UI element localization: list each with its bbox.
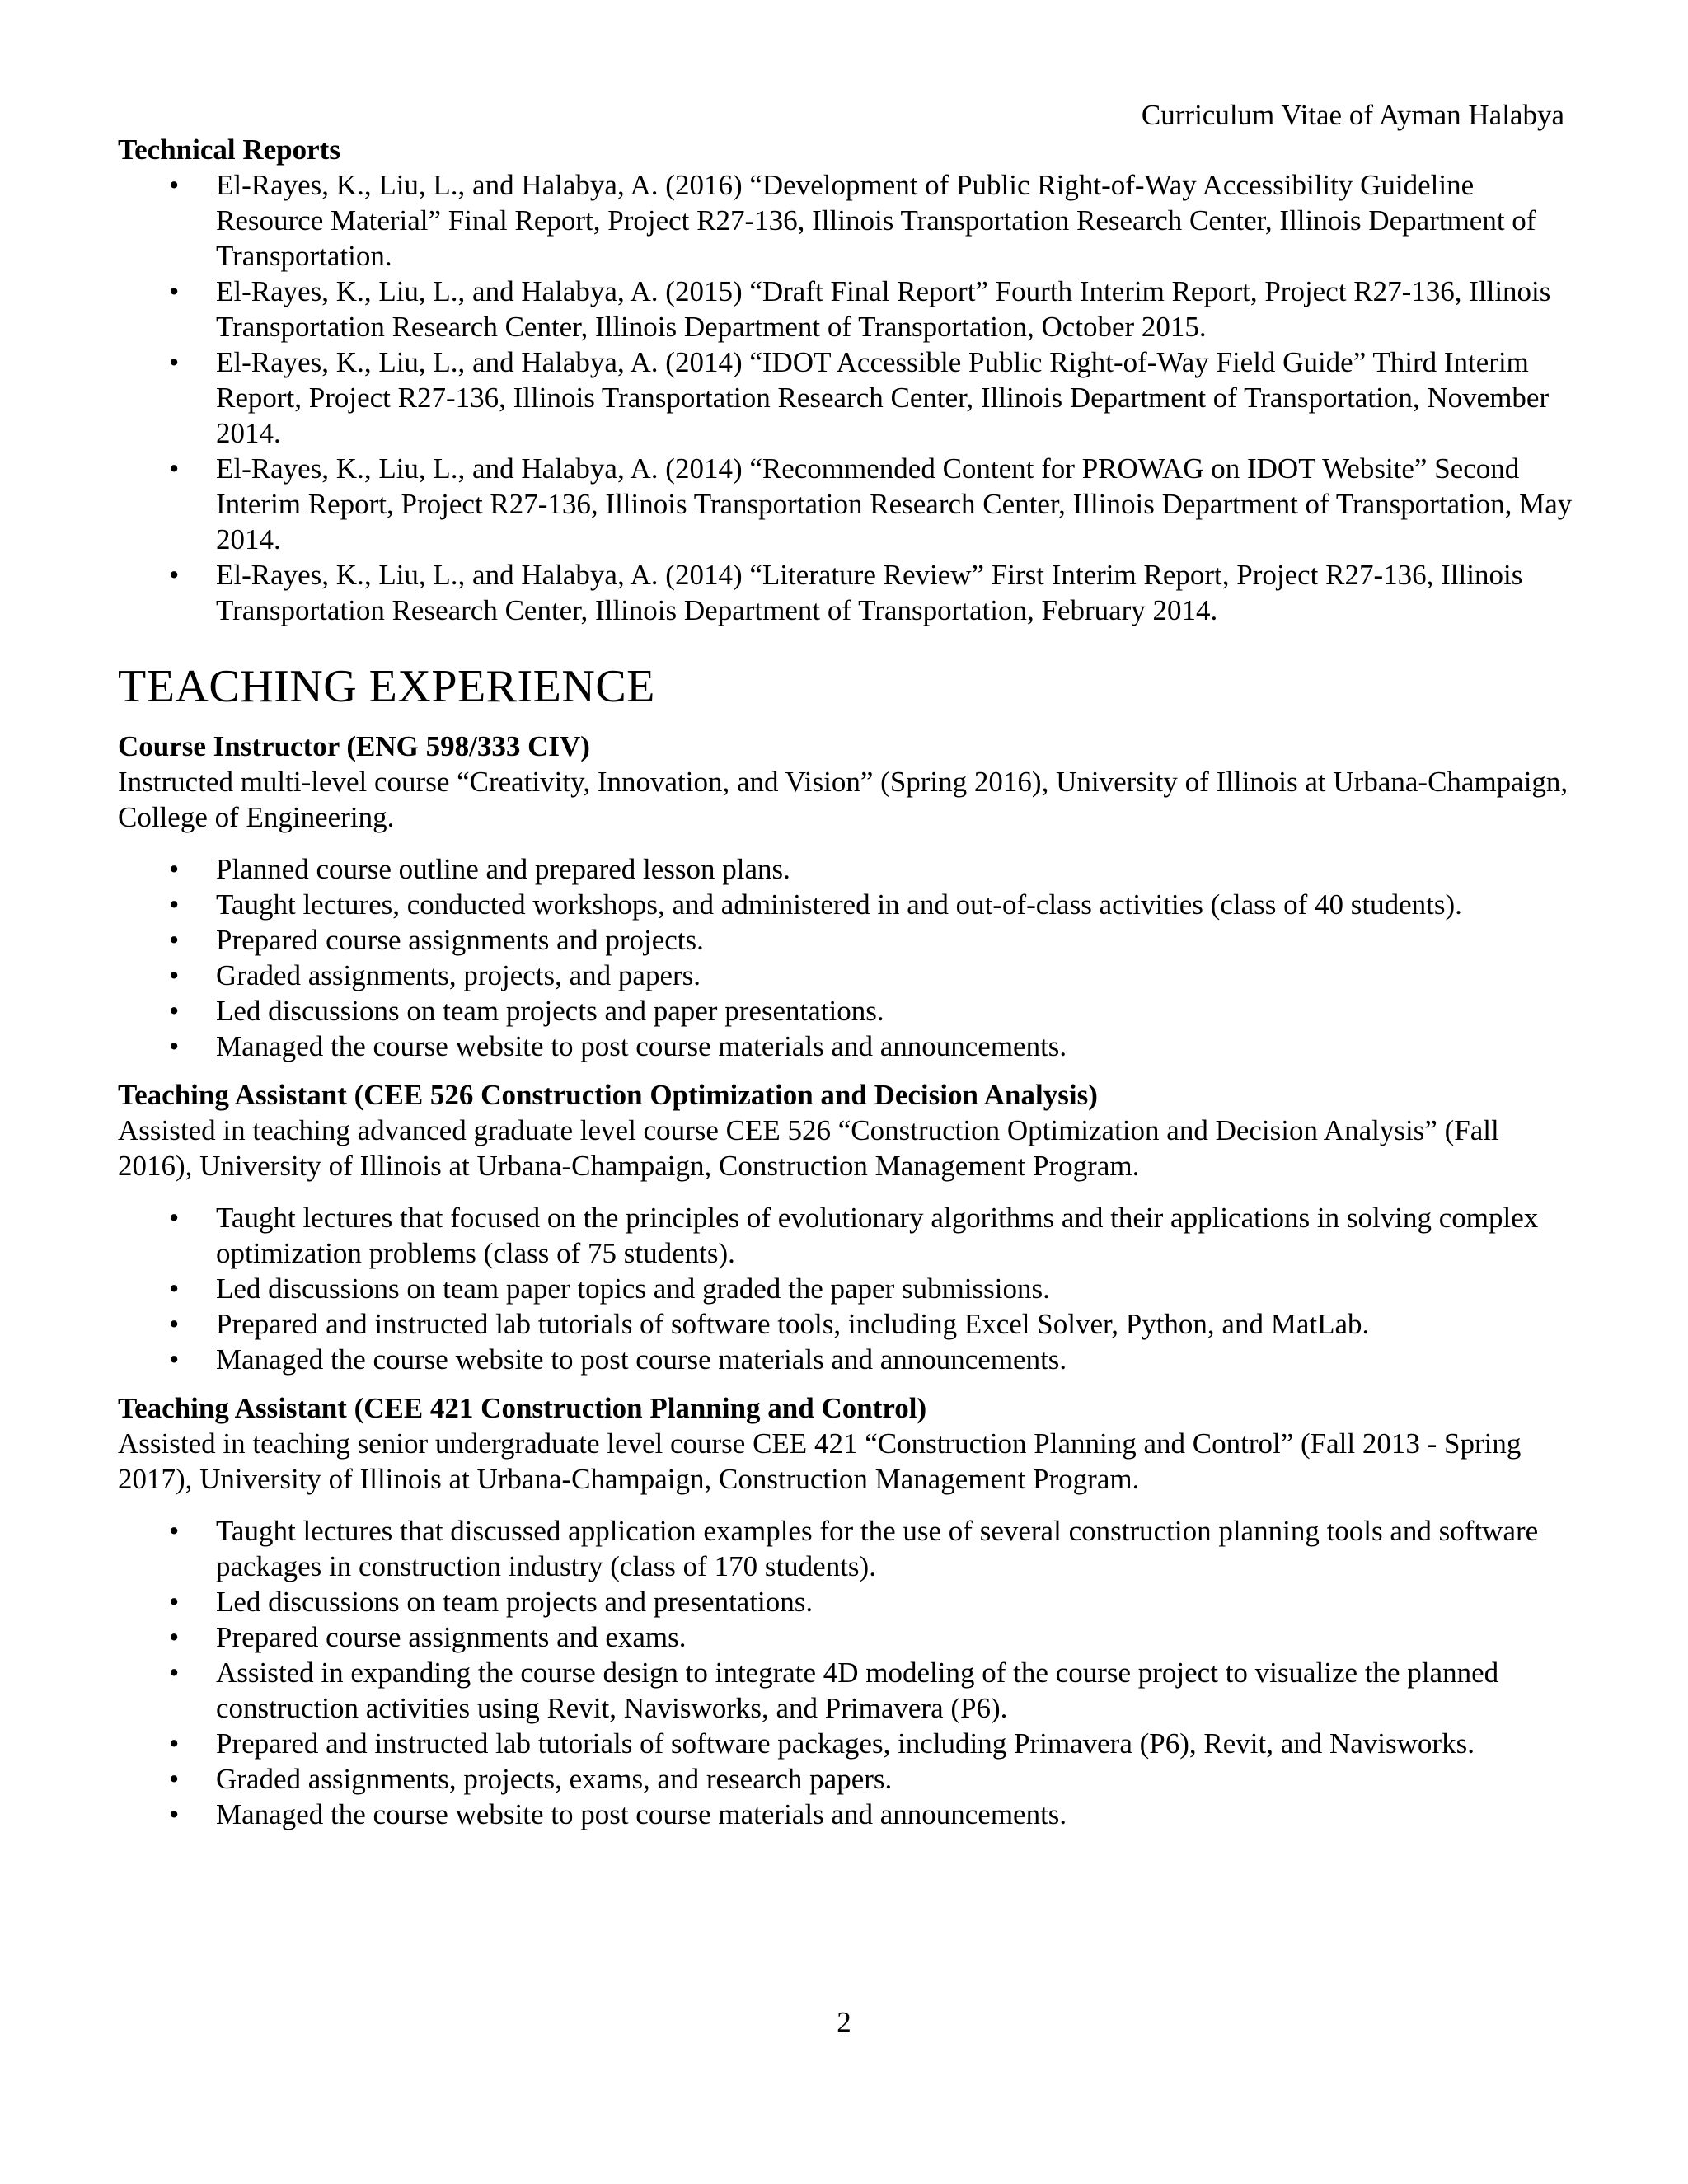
position-duties-list [118,1200,1577,1377]
bullet-icon: • [169,1621,180,1653]
position-duties-list [118,851,1577,1064]
list-item [118,887,1577,922]
bullet-icon: • [169,1763,180,1795]
position-duties-list [118,1513,1577,1832]
report-entry: El-Rayes, K., Liu, L., and Halabya, A. (2015) “Draft Final Report” Fourth Interim Report, Project R27-136, Illinois Transportation Research Center, Illinois Department of Transportation, October 2015. [216,275,1551,343]
list-item [118,1726,1577,1761]
list-item [118,922,1577,958]
report-entry: El-Rayes, K., Liu, L., and Halabya, A. (2014) “Literature Review” First Interim Report, Project R27-136, Illinois Transportation Research Center, Illinois Department of Transportation, February 2014. [216,559,1523,626]
list-item [118,1761,1577,1797]
position-ta-cee-526 [118,1077,1577,1377]
bullet-icon: • [169,924,180,956]
duty-text: Graded assignments, projects, exams, and research papers. [216,1763,893,1795]
report-entry: El-Rayes, K., Liu, L., and Halabya, A. (2014) “Recommended Content for PROWAG on IDOT Website” Second Interim Report, Project R27-136, Illinois Transportation Research Center, Illinois Department of Transportation, May 2014. [216,452,1573,555]
bullet-icon: • [169,888,180,921]
position-description: Instructed multi-level course “Creativity, Innovation, and Vision” (Spring 2016), University of Illinois at Urbana-Champaign, College of Engineering. [118,766,1568,833]
technical-reports-list [118,167,1577,628]
position-course-instructor [118,729,1577,1064]
bullet-icon: • [169,1798,180,1830]
duty-text: Taught lectures that discussed application examples for the use of several construction planning tools and software packages in construction industry (class of 170 students). [216,1515,1539,1582]
list-item [118,993,1577,1029]
list-item [118,1797,1577,1832]
position-ta-cee-421 [118,1390,1577,1832]
duty-text: Led discussions on team projects and paper presentations. [216,995,884,1027]
position-description: Assisted in teaching senior undergraduate level course CEE 421 “Construction Planning and Control” (Fall 2013 - Spring 2017), University of Illinois at Urbana-Champaign, Construction Management Program. [118,1427,1522,1495]
bullet-icon: • [169,452,180,485]
list-item [118,167,1577,274]
list-item [118,274,1577,344]
duty-text: Taught lectures that focused on the principles of evolutionary algorithms and their applications in solving complex optimization problems (class of 75 students). [216,1202,1539,1269]
duty-text: Planned course outline and prepared lesson plans. [216,853,790,885]
bullet-icon: • [169,1272,180,1305]
technical-reports-section [118,132,1577,628]
list-item [118,344,1577,451]
duty-text: Assisted in expanding the course design to integrate 4D modeling of the course project to visualize the planned construction activities using Revit, Navisworks, and Primavera (P6). [216,1657,1499,1724]
list-item [118,1584,1577,1619]
bullet-icon: • [169,995,180,1027]
duty-text: Prepared course assignments and projects. [216,924,704,956]
bullet-icon: • [169,1308,180,1340]
duty-text: Managed the course website to post course materials and announcements. [216,1030,1067,1062]
report-entry: El-Rayes, K., Liu, L., and Halabya, A. (2014) “IDOT Accessible Public Right-of-Way Field Guide” Third Interim Report, Project R27-136, Illinois Transportation Research Center, Illinois Department of Transportation, November 2014. [216,346,1550,449]
bullet-icon: • [169,169,180,201]
list-item [118,1029,1577,1064]
list-item [118,1200,1577,1271]
page-content [118,132,1577,1832]
list-item [118,451,1577,557]
bullet-icon: • [169,346,180,378]
list-item [118,1619,1577,1655]
running-header: Curriculum Vitae of Ayman Halabya [1141,99,1564,131]
list-item [118,1342,1577,1377]
bullet-icon: • [169,1515,180,1547]
list-item [118,958,1577,993]
bullet-icon: • [169,1727,180,1760]
position-title: Course Instructor (ENG 598/333 CIV) [118,730,590,762]
duty-text: Graded assignments, projects, and papers. [216,959,701,991]
bullet-icon: • [169,959,180,991]
duty-text: Prepared and instructed lab tutorials of software packages, including Primavera (P6), Revit, and Navisworks. [216,1727,1475,1760]
bullet-icon: • [169,1030,180,1062]
duty-text: Prepared and instructed lab tutorials of software tools, including Excel Solver, Python, and MatLab. [216,1308,1370,1340]
position-title: Teaching Assistant (CEE 526 Construction Optimization and Decision Analysis) [118,1079,1098,1111]
teaching-experience-title: TEACHING EXPERIENCE [118,661,655,712]
duty-text: Taught lectures, conducted workshops, and administered in and out-of-class activities (class of 40 students). [216,888,1462,921]
duty-text: Prepared course assignments and exams. [216,1621,687,1653]
list-item [118,1306,1577,1342]
technical-reports-heading: Technical Reports [118,134,340,166]
list-item [118,1513,1577,1584]
list-item [118,1655,1577,1726]
list-item [118,557,1577,628]
list-item [118,851,1577,887]
duty-text: Led discussions on team projects and presentations. [216,1586,814,1618]
position-description: Assisted in teaching advanced graduate level course CEE 526 “Construction Optimization and Decision Analysis” (Fall 2016), University of Illinois at Urbana-Champaign, Construction Management Program. [118,1114,1499,1182]
duty-text: Managed the course website to post course materials and announcements. [216,1798,1067,1830]
position-title: Teaching Assistant (CEE 421 Construction Planning and Control) [118,1392,927,1424]
page-number: 2 [837,2006,851,2038]
duty-text: Led discussions on team paper topics and graded the paper submissions. [216,1272,1050,1305]
bullet-icon: • [169,1343,180,1376]
bullet-icon: • [169,1586,180,1618]
duty-text: Managed the course website to post course materials and announcements. [216,1343,1067,1376]
report-entry: El-Rayes, K., Liu, L., and Halabya, A. (2016) “Development of Public Right-of-Way Accessibility Guideline Resource Material” Final Report, Project R27-136, Illinois Transportation Research Center, Illinois Department of Transportation. [216,169,1536,272]
bullet-icon: • [169,559,180,591]
list-item [118,1271,1577,1306]
bullet-icon: • [169,275,180,307]
bullet-icon: • [169,1202,180,1234]
bullet-icon: • [169,853,180,885]
bullet-icon: • [169,1657,180,1689]
